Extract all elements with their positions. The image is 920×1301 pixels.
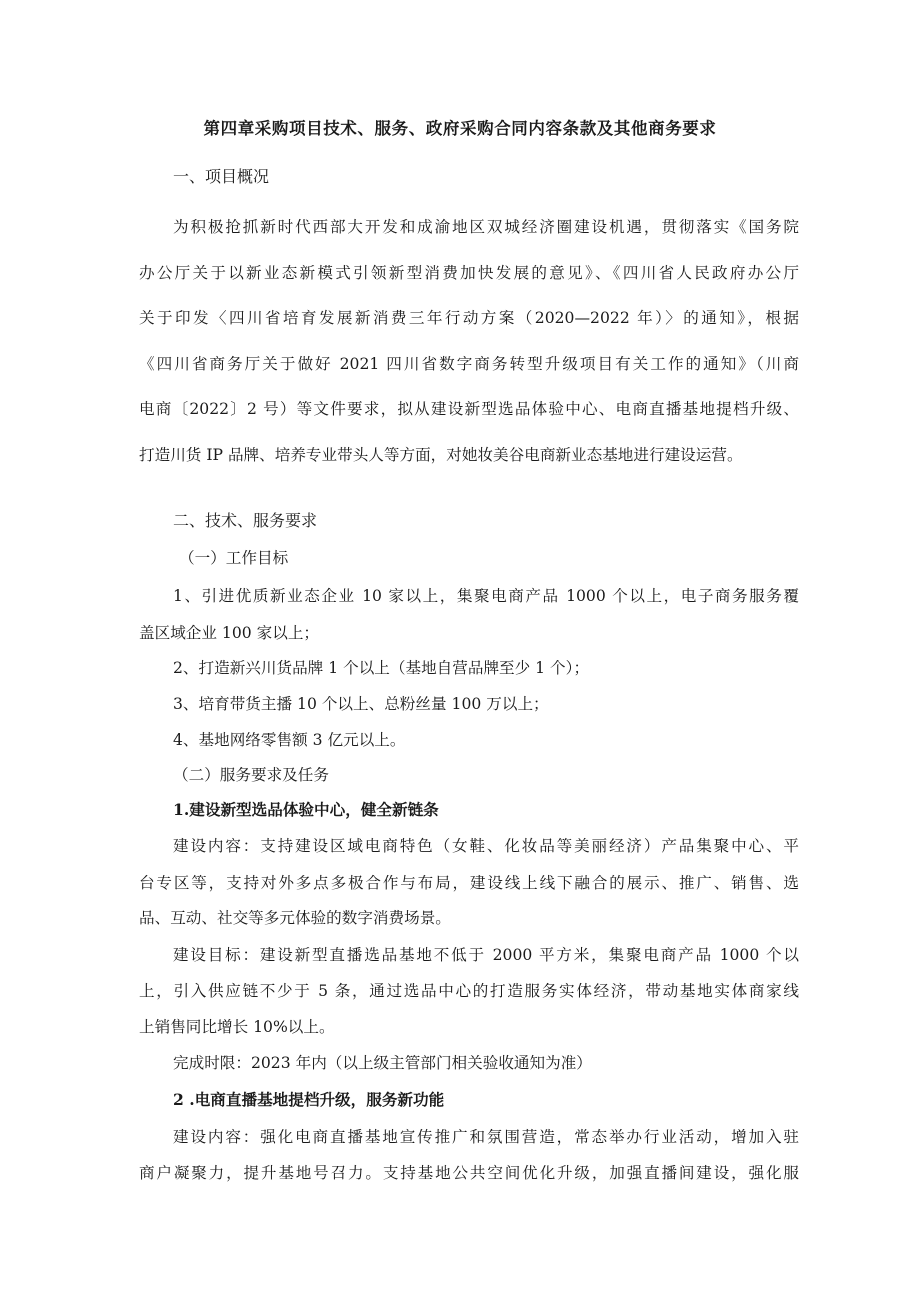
section-heading-requirements: 二、技术、服务要求 <box>173 511 318 530</box>
paragraph-line: 《四川省商务厅关于做好 2021 四川省数字商务转型升级项目有关工作的通知》（川商 <box>139 355 799 373</box>
paragraph-line: 办公厅关于以新业态新模式引领新型消费加快发展的意见》、《四川省人民政府办公厅 <box>139 264 799 282</box>
task-heading: 2 .电商直播基地提档升级，服务新功能 <box>173 1090 445 1109</box>
goal-item-continued: 盖区域企业 100 家以上； <box>139 624 320 642</box>
paragraph-line: 上，引入供应链不少于 5 条，通过选品中心的打造服务实体经济，带动基地实体商家线 <box>139 982 799 1000</box>
paragraph-line: 建设内容：强化电商直播基地宣传推广和氛围营造，常态举办行业活动，增加入驻 <box>173 1128 799 1146</box>
paragraph-line: 为积极抢抓新时代西部大开发和成渝地区双城经济圈建设机遇，贯彻落实《国务院 <box>173 218 799 236</box>
paragraph-line: 关于印发〈四川省培育发展新消费三年行动方案（2020—2022 年）〉的通知》，根据 <box>139 309 799 327</box>
goal-item: 2、打造新兴川货品牌 1 个以上（基地自营品牌至少 1 个）； <box>173 659 590 677</box>
goal-item: 3、培育带货主播 10 个以上、总粉丝量 100 万以上； <box>173 695 549 713</box>
paragraph-line: 上销售同比增长 10%以上。 <box>139 1018 335 1036</box>
subsection-heading-tasks: （二）服务要求及任务 <box>173 766 329 784</box>
paragraph-line: 打造川货 IP 品牌、培养专业带头人等方面，对她妆美谷电商新业态基地进行建设运营。 <box>139 446 743 464</box>
paragraph-line: 建设内容：支持建设区域电商特色（女鞋、化妆品等美丽经济）产品集聚中心、平 <box>173 837 799 855</box>
goal-item: 4、基地网络零售额 3 亿元以上。 <box>173 731 406 749</box>
task-heading: 1.建设新型选品体验中心，健全新链条 <box>173 800 439 819</box>
deadline-line: 完成时限：2023 年内（以上级主管部门相关验收通知为准） <box>173 1054 592 1072</box>
paragraph-line: 商户凝聚力，提升基地号召力。支持基地公共空间优化升级，加强直播间建设，强化服 <box>139 1164 799 1182</box>
subsection-heading-goals: （一）工作目标 <box>179 549 289 567</box>
section-heading-overview: 一、项目概况 <box>173 167 270 186</box>
page-title: 第四章采购项目技术、服务、政府采购合同内容条款及其他商务要求 <box>203 119 717 138</box>
paragraph-line: 品、互动、社交等多元体验的数字消费场景。 <box>139 909 451 927</box>
goal-item: 1、引进优质新业态企业 10 家以上，集聚电商产品 1000 个以上，电子商务服务覆 <box>173 587 799 605</box>
paragraph-line: 建设目标：建设新型直播选品基地不低于 2000 平方米，集聚电商产品 1000 个以 <box>173 946 799 964</box>
paragraph-line: 电商〔2022〕2 号）等文件要求，拟从建设新型选品体验中心、电商直播基地提档升级、 <box>139 400 799 418</box>
paragraph-line: 台专区等，支持对外多点多极合作与布局，建设线上线下融合的展示、推广、销售、选 <box>139 874 799 892</box>
